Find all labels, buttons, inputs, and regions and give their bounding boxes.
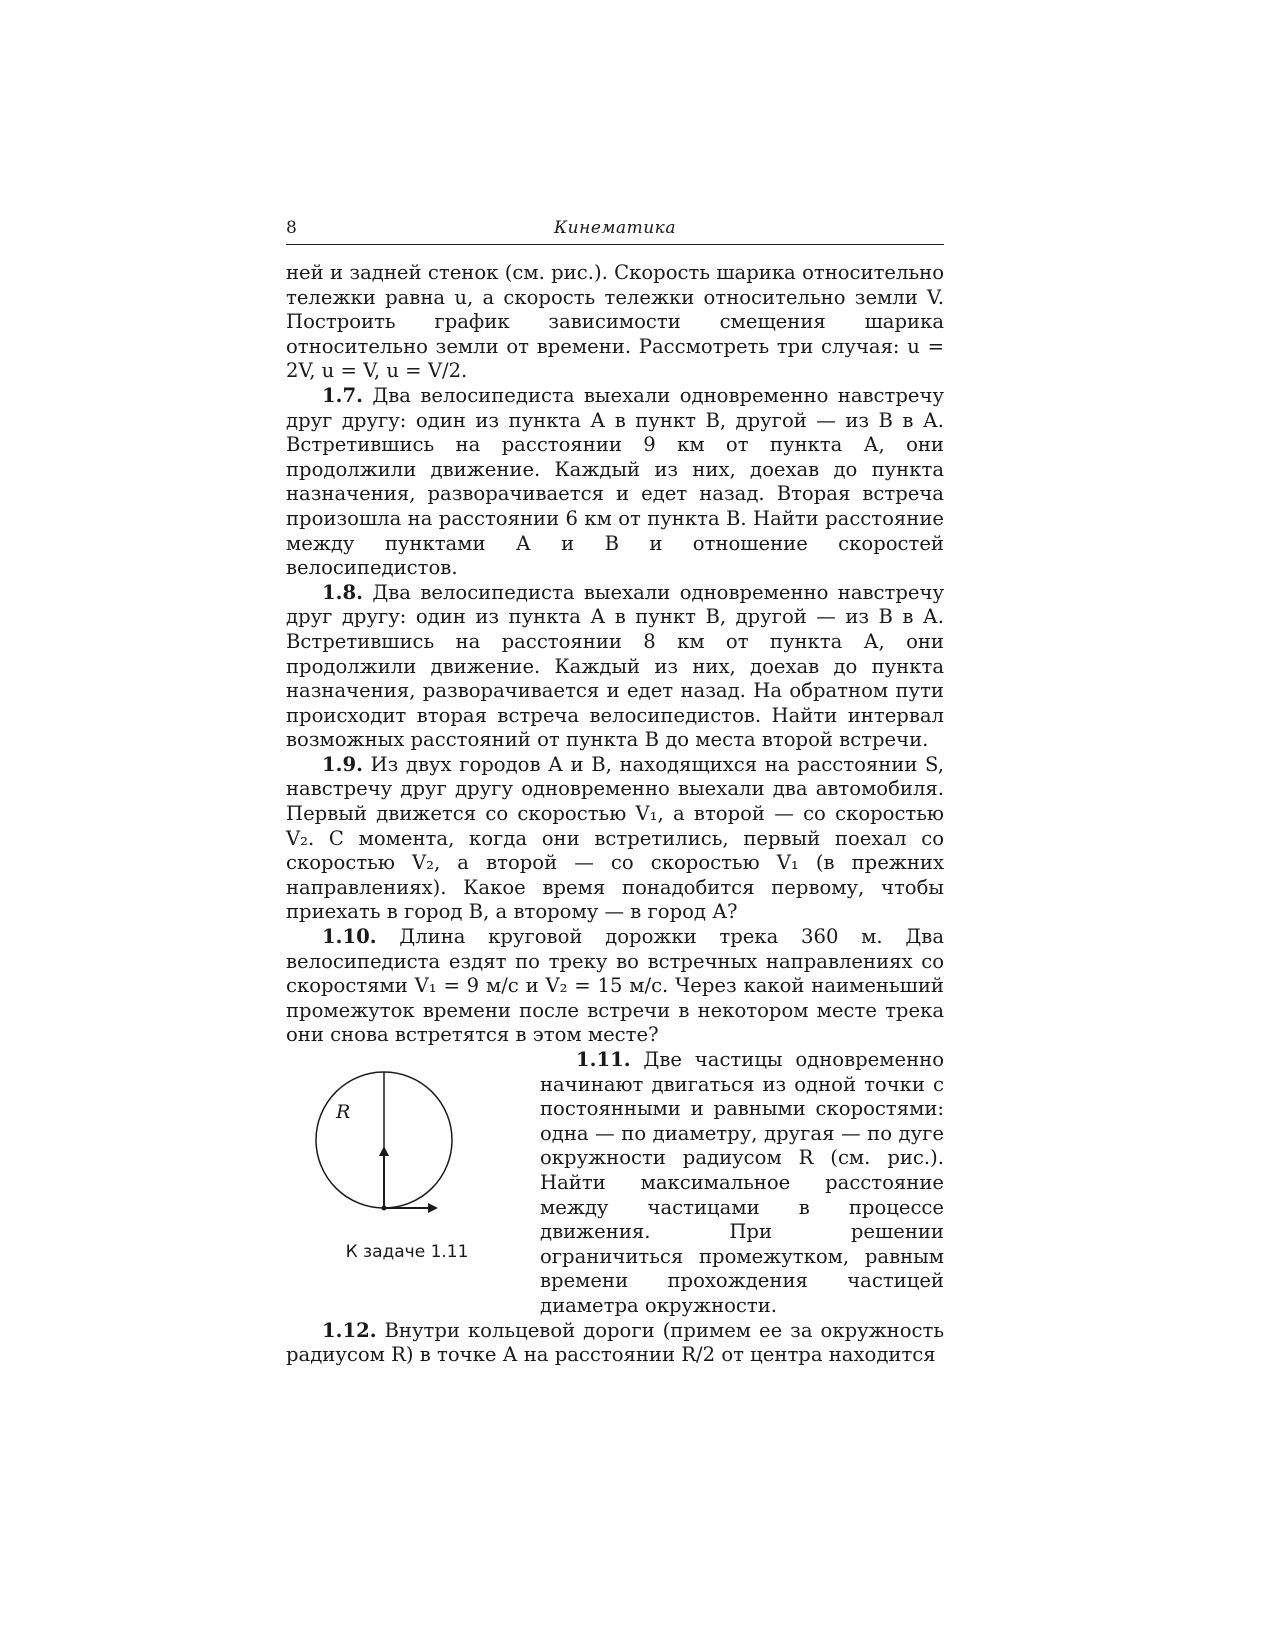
problem-1-11 <box>540 1048 944 1319</box>
start-point <box>382 1206 387 1211</box>
paragraph-text: ней и задней стенок (см. рис.). Скорость шарика относительно тележки равна u, а скорость тележки относительно земли V. Построить график зависимости смещения шарика относительно земли от времени. Рассмотреть три случая: u = 2V, u = V, u = V/2. <box>286 261 944 383</box>
problem-1-7 <box>286 384 944 581</box>
page-number: 8 <box>286 218 297 238</box>
problem-text: Внутри кольцевой дороги (примем ее за окружность радиусом R) в точке А на расстоянии R/2 от центра находится <box>286 1318 944 1367</box>
problem-text: Два велосипедиста выехали одновременно навстречу друг другу: один из пункта А в пункт В, другой — из В в А. Встретившись на расстоянии 8 км от пункта А, они продолжили движение. Каждый из них, доехав до пункта назначения, разворачивается и едет назад. На обратном пути происходит вторая встреча велосипедистов. Найти интервал возможных расстояний от пункта В до места второй встречи. <box>286 580 944 752</box>
problem-1-10 <box>286 925 944 1048</box>
problem-text: Из двух городов А и В, находящихся на расстоянии S, навстречу друг другу одновременно выехали два автомобиля. Первый движется со скоростью V₁, а второй — со скоростью V₂. С момента, когда они встретились, первый поехал со скоростью V₂, а второй — со скоростью V₁ (в прежних направлениях). Какое время понадобится первому, чтобы приехать в город В, а второму — в город А? <box>286 752 944 924</box>
problem-1-9 <box>286 753 944 925</box>
problem-text: Два велосипедиста выехали одновременно навстречу друг другу: один из пункта А в пункт В, другой — из В в А. Встретившись на расстоянии 9 км от пункта А, они продолжили движение. Каждый из них, доехав до пункта назначения, разворачивается и едет назад. Вторая встреча произошла на расстоянии 6 км от пункта В. Найти расстояние между пунктами А и В и отношение скоростей велосипедистов. <box>286 383 944 580</box>
problem-number: 1.8. <box>322 580 363 604</box>
paragraph-continuation <box>286 261 944 384</box>
problem-number: 1.12. <box>322 1318 377 1342</box>
body-text <box>286 261 944 1368</box>
page-header <box>286 218 944 245</box>
problem-1-12 <box>286 1319 944 1368</box>
problem-1-11-block <box>286 1048 944 1319</box>
running-title: Кинематика <box>554 218 676 238</box>
book-page <box>286 218 944 1368</box>
problem-number: 1.10. <box>322 925 377 949</box>
figure-caption: К задаче 1.11 <box>345 1242 469 1262</box>
problem-text: Длина круговой дорожки трека 360 м. Два велосипедиста ездят по треку во встречных направлениях со скоростями V₁ = 9 м/с и V₂ = 15 м/с. Через какой наименьший промежуток времени после встречи в некотором месте трека они снова встретятся в этом месте? <box>286 925 944 1047</box>
radius-label: R <box>336 1101 351 1123</box>
figure-1-11 <box>286 1056 528 1265</box>
problem-text: Две частицы одновременно начинают двигаться из одной точки с постоянными и равными скоростями: одна — по диаметру, другая — по дуге окружности радиусом R (см. рис.). Найти максимальное расстояние между частицами в процессе движения. При решении ограничиться промежутком, равным времени прохождения частицей диаметра окружности. <box>540 1048 944 1317</box>
problem-1-8 <box>286 581 944 753</box>
circle-diagram <box>314 1056 494 1226</box>
problem-number: 1.9. <box>322 752 363 776</box>
problem-number: 1.11. <box>576 1048 631 1071</box>
problem-number: 1.7. <box>322 383 363 407</box>
